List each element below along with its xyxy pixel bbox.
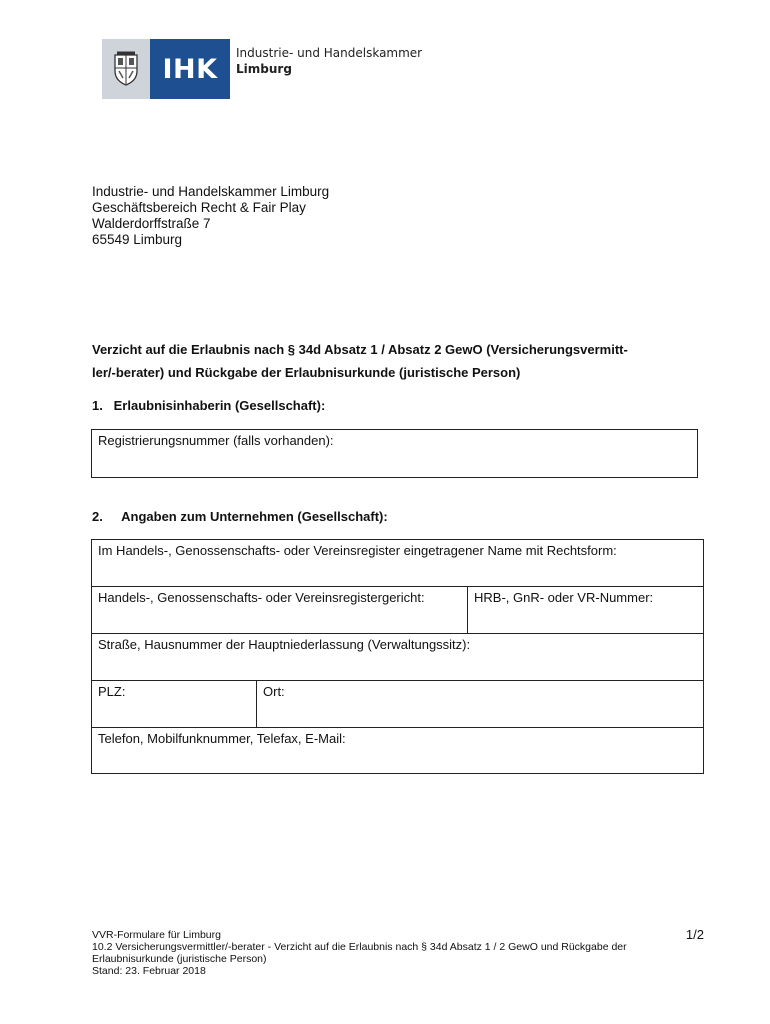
footer-line-4: Stand: 23. Februar 2018 xyxy=(92,965,206,977)
title-line-1: Verzicht auf die Erlaubnis nach § 34d Absatz 1 / Absatz 2 GewO (Versicherungsvermitt- xyxy=(92,342,628,357)
document-title xyxy=(92,338,704,384)
register-number-field[interactable] xyxy=(467,586,704,634)
registration-number-field[interactable] xyxy=(91,429,698,478)
street-field[interactable] xyxy=(91,633,704,681)
page-footer xyxy=(92,929,704,977)
ihk-logo xyxy=(102,39,230,99)
crest-box xyxy=(102,39,150,99)
footer-line-3: Erlaubnisurkunde (juristische Person) xyxy=(92,953,267,965)
coat-of-arms-icon xyxy=(111,51,141,87)
ort-label: Ort: xyxy=(263,684,285,699)
page-number: 1/2 xyxy=(685,927,704,942)
recipient-address xyxy=(92,184,329,248)
section-1-heading xyxy=(92,398,325,413)
ihk-mark: IHK xyxy=(150,39,230,99)
plz-label: PLZ: xyxy=(98,684,126,699)
register-court-label: Handels-, Genossenschafts- oder Vereinsregistergericht: xyxy=(98,590,425,605)
address-line-3: Walderdorffstraße 7 xyxy=(92,216,211,231)
address-line-2: Geschäftsbereich Recht & Fair Play xyxy=(92,200,306,215)
company-name-label: Im Handels-, Genossenschafts- oder Vereinsregister eingetragener Name mit Rechtsform: xyxy=(98,543,617,558)
ort-field[interactable] xyxy=(256,680,704,728)
contact-label: Telefon, Mobilfunknummer, Telefax, E-Mail: xyxy=(98,731,346,746)
logo-name-line: Industrie- und Handelskammer xyxy=(236,46,423,60)
address-line-1: Industrie- und Handelskammer Limburg xyxy=(92,184,330,199)
title-line-2: ler/-berater) und Rückgabe der Erlaubnisurkunde (juristische Person) xyxy=(92,365,521,380)
section-1-title: Erlaubnisinhaberin (Gesellschaft): xyxy=(113,398,326,413)
register-court-field[interactable] xyxy=(91,586,468,634)
registration-number-label: Registrierungsnummer (falls vorhanden): xyxy=(98,433,334,448)
register-number-label: HRB-, GnR- oder VR-Nummer: xyxy=(474,590,654,605)
address-line-4: 65549 Limburg xyxy=(92,232,183,247)
footer-line-2: 10.2 Versicherungsvermittler/-berater - Verzicht auf die Erlaubnis nach § 34d Absatz 1 / 2 GewO und Rückgabe der xyxy=(92,941,627,953)
footer-line-1: VVR-Formulare für Limburg xyxy=(92,929,221,941)
section-2-title: Angaben zum Unternehmen (Gesellschaft): xyxy=(121,509,388,524)
section-1-number: 1. xyxy=(92,398,103,413)
contact-field[interactable] xyxy=(91,727,704,774)
section-2-heading xyxy=(92,509,388,524)
logo-city-line: Limburg xyxy=(236,62,292,76)
logo-text xyxy=(236,45,422,77)
street-label: Straße, Hausnummer der Hauptniederlassung (Verwaltungssitz): xyxy=(98,637,471,652)
company-name-field[interactable] xyxy=(91,539,704,587)
section-2-number: 2. xyxy=(92,509,103,524)
plz-field[interactable] xyxy=(91,680,257,728)
